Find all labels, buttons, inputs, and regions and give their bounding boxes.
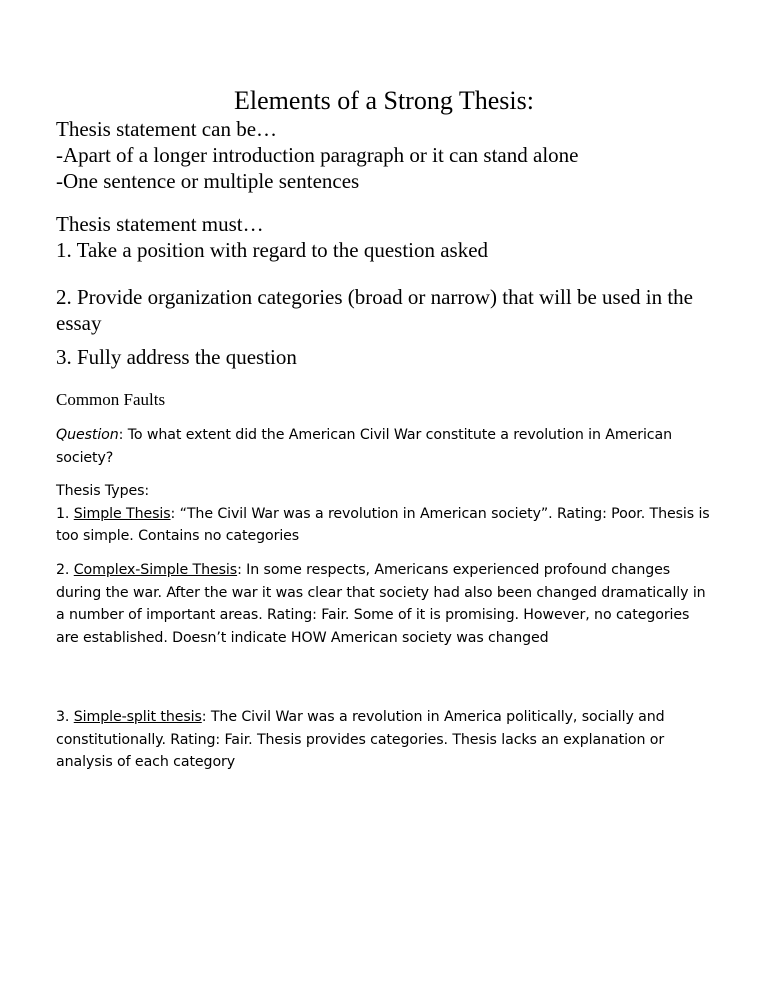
thesis-type-2-name: Complex-Simple Thesis <box>73 562 238 578</box>
thesis-type-3-name: Simple-split thesis <box>73 709 202 725</box>
can-be-section <box>56 116 716 194</box>
thesis-type-3: 3. Simple-split thesis: The Civil War was a revolution in America politically, socially and constitutionally. Rating: Fair. Thesis provides categories. Thesis lacks an explanation or analysis of each category <box>56 709 665 770</box>
must-item-2: 2. Provide organization categories (broad or narrow) that will be used in the essay <box>56 285 694 335</box>
must-item-3: 3. Fully address the question <box>56 345 297 369</box>
can-be-item-1: -Apart of a longer introduction paragraph or it can stand alone <box>56 143 579 167</box>
thesis-types-section <box>56 480 716 548</box>
thesis-type-1-name: Simple Thesis <box>73 505 171 522</box>
can-be-heading: Thesis statement can be… <box>56 117 278 141</box>
question-label: Question <box>56 427 119 443</box>
common-faults-heading: Common Faults <box>56 390 166 409</box>
must-heading: Thesis statement must… <box>56 212 264 236</box>
question-paragraph <box>56 424 716 469</box>
must-section <box>56 211 716 263</box>
can-be-item-2: -One sentence or multiple sentences <box>56 169 360 193</box>
document-title: Elements of a Strong Thesis: <box>234 86 534 115</box>
thesis-type-1: 1. Simple Thesis: “The Civil War was a revolution in American society”. Rating: Poor. Thesis is too simple. Contains no categories <box>56 505 710 544</box>
must-item-1: 1. Take a position with regard to the question asked <box>56 238 489 262</box>
thesis-type-2: 2. Complex-Simple Thesis: In some respects, Americans experienced profound changes during the war. After the war it was clear that society had also been changed dramatically in a number of important areas. Rating: Fair. Some of it is promising. However, no categories are established. Doesn’t indicate HOW American society was changed <box>56 562 706 646</box>
thesis-types-heading: Thesis Types: <box>56 483 150 499</box>
question-text: : To what extent did the American Civil War constitute a revolution in American society? <box>56 427 672 466</box>
